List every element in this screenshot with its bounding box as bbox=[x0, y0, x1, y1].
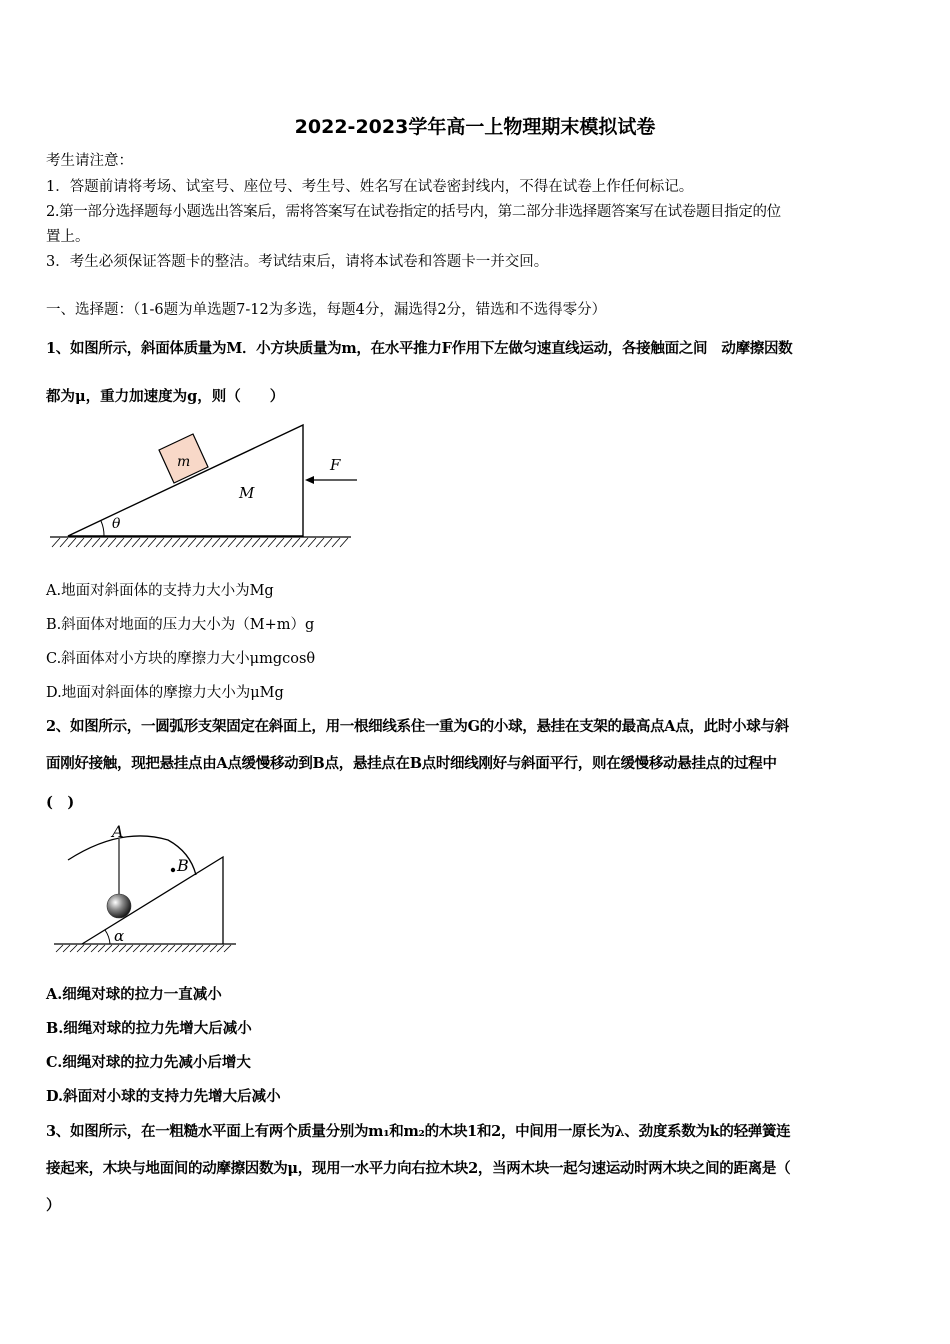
notice-item-2-cont: 置上。 bbox=[46, 229, 90, 245]
q3-stem-line1: 3、如图所示，在一粗糙水平面上有两个质量分别为m₁和m₂的木块1和2，中间用一原长为λ、劲度系数为k的轻弹簧连 bbox=[46, 1123, 791, 1140]
q1-stem-line1: 1、如图所示，斜面体质量为M．小方块质量为m，在水平推力F作用下左做匀速直线运动，各接触面之间 动摩擦因数 bbox=[46, 340, 793, 357]
q1-option-d: D.地面对斜面体的摩擦力大小为μMg bbox=[46, 685, 284, 701]
q1-option-b: B.斜面体对地面的压力大小为（M+m）g bbox=[46, 617, 315, 633]
point-b-dot bbox=[171, 868, 175, 872]
notice-item-3: 3．考生必须保证答题卡的整洁。考试结束后，请将本试卷和答题卡一并交回。 bbox=[46, 254, 549, 270]
q2-option-a: A.细绳对球的拉力一直减小 bbox=[46, 986, 222, 1003]
q2-stem-line3: ( ) bbox=[46, 794, 75, 811]
ground-hatching bbox=[56, 945, 231, 952]
q3-stem-line3: ） bbox=[46, 1197, 61, 1214]
section-heading: 一、选择题：（1-6题为单选题7-12为多选，每题4分，漏选得2分，错选和不选得零分） bbox=[46, 302, 607, 318]
q1-option-a: A.地面对斜面体的支持力大小为Mg bbox=[46, 583, 274, 599]
notice-heading: 考生请注意： bbox=[46, 153, 133, 169]
page-title: 2022-2023学年高一上物理期末模拟试卷 bbox=[294, 116, 656, 138]
q2-stem-line2: 面刚好接触，现把悬挂点由A点缓慢移动到B点，悬挂点在B点时细线刚好与斜面平行，则在缓慢移动悬挂点的过程中 bbox=[46, 755, 777, 772]
notice-item-2: 2.第一部分选择题每小题选出答案后，需将答案写在试卷指定的括号内，第二部分非选择题答案写在试卷题目指定的位 bbox=[46, 204, 781, 220]
q1-incline-figure bbox=[46, 420, 366, 550]
angle-label-alpha: α bbox=[114, 927, 125, 945]
q1-stem-line2: 都为μ，重力加速度为g，则（ ） bbox=[46, 388, 285, 405]
incline-label-M: M bbox=[239, 484, 255, 502]
point-label-b: B bbox=[177, 856, 189, 875]
point-label-a: A bbox=[112, 822, 124, 841]
q2-arc-support-figure bbox=[46, 820, 246, 960]
angle-label-theta: θ bbox=[112, 516, 121, 532]
q3-stem-line2: 接起来，木块与地面间的动摩擦因数为μ，现用一水平力向右拉木块2，当两木块一起匀速运动时两木块之间的距离是（ bbox=[46, 1160, 791, 1177]
q2-stem-line1: 2、如图所示，一圆弧形支架固定在斜面上，用一根细线系住一重为G的小球，悬挂在支架的最高点A点，此时小球与斜 bbox=[46, 718, 789, 735]
incline-body bbox=[82, 857, 223, 944]
ground-hatching bbox=[52, 538, 348, 547]
block-label-m: m bbox=[177, 454, 191, 470]
q2-option-d: D.斜面对小球的支持力先增大后减小 bbox=[46, 1088, 281, 1105]
q1-option-c: C.斜面体对小方块的摩擦力大小μmgcosθ bbox=[46, 651, 316, 667]
force-label-F: F bbox=[330, 456, 341, 474]
ball bbox=[107, 894, 131, 918]
notice-item-1: 1．答题前请将考场、试室号、座位号、考生号、姓名写在试卷密封线内，不得在试卷上作任何标记。 bbox=[46, 179, 694, 195]
q2-option-b: B.细绳对球的拉力先增大后减小 bbox=[46, 1020, 252, 1037]
q2-option-c: C.细绳对球的拉力先减小后增大 bbox=[46, 1054, 251, 1071]
